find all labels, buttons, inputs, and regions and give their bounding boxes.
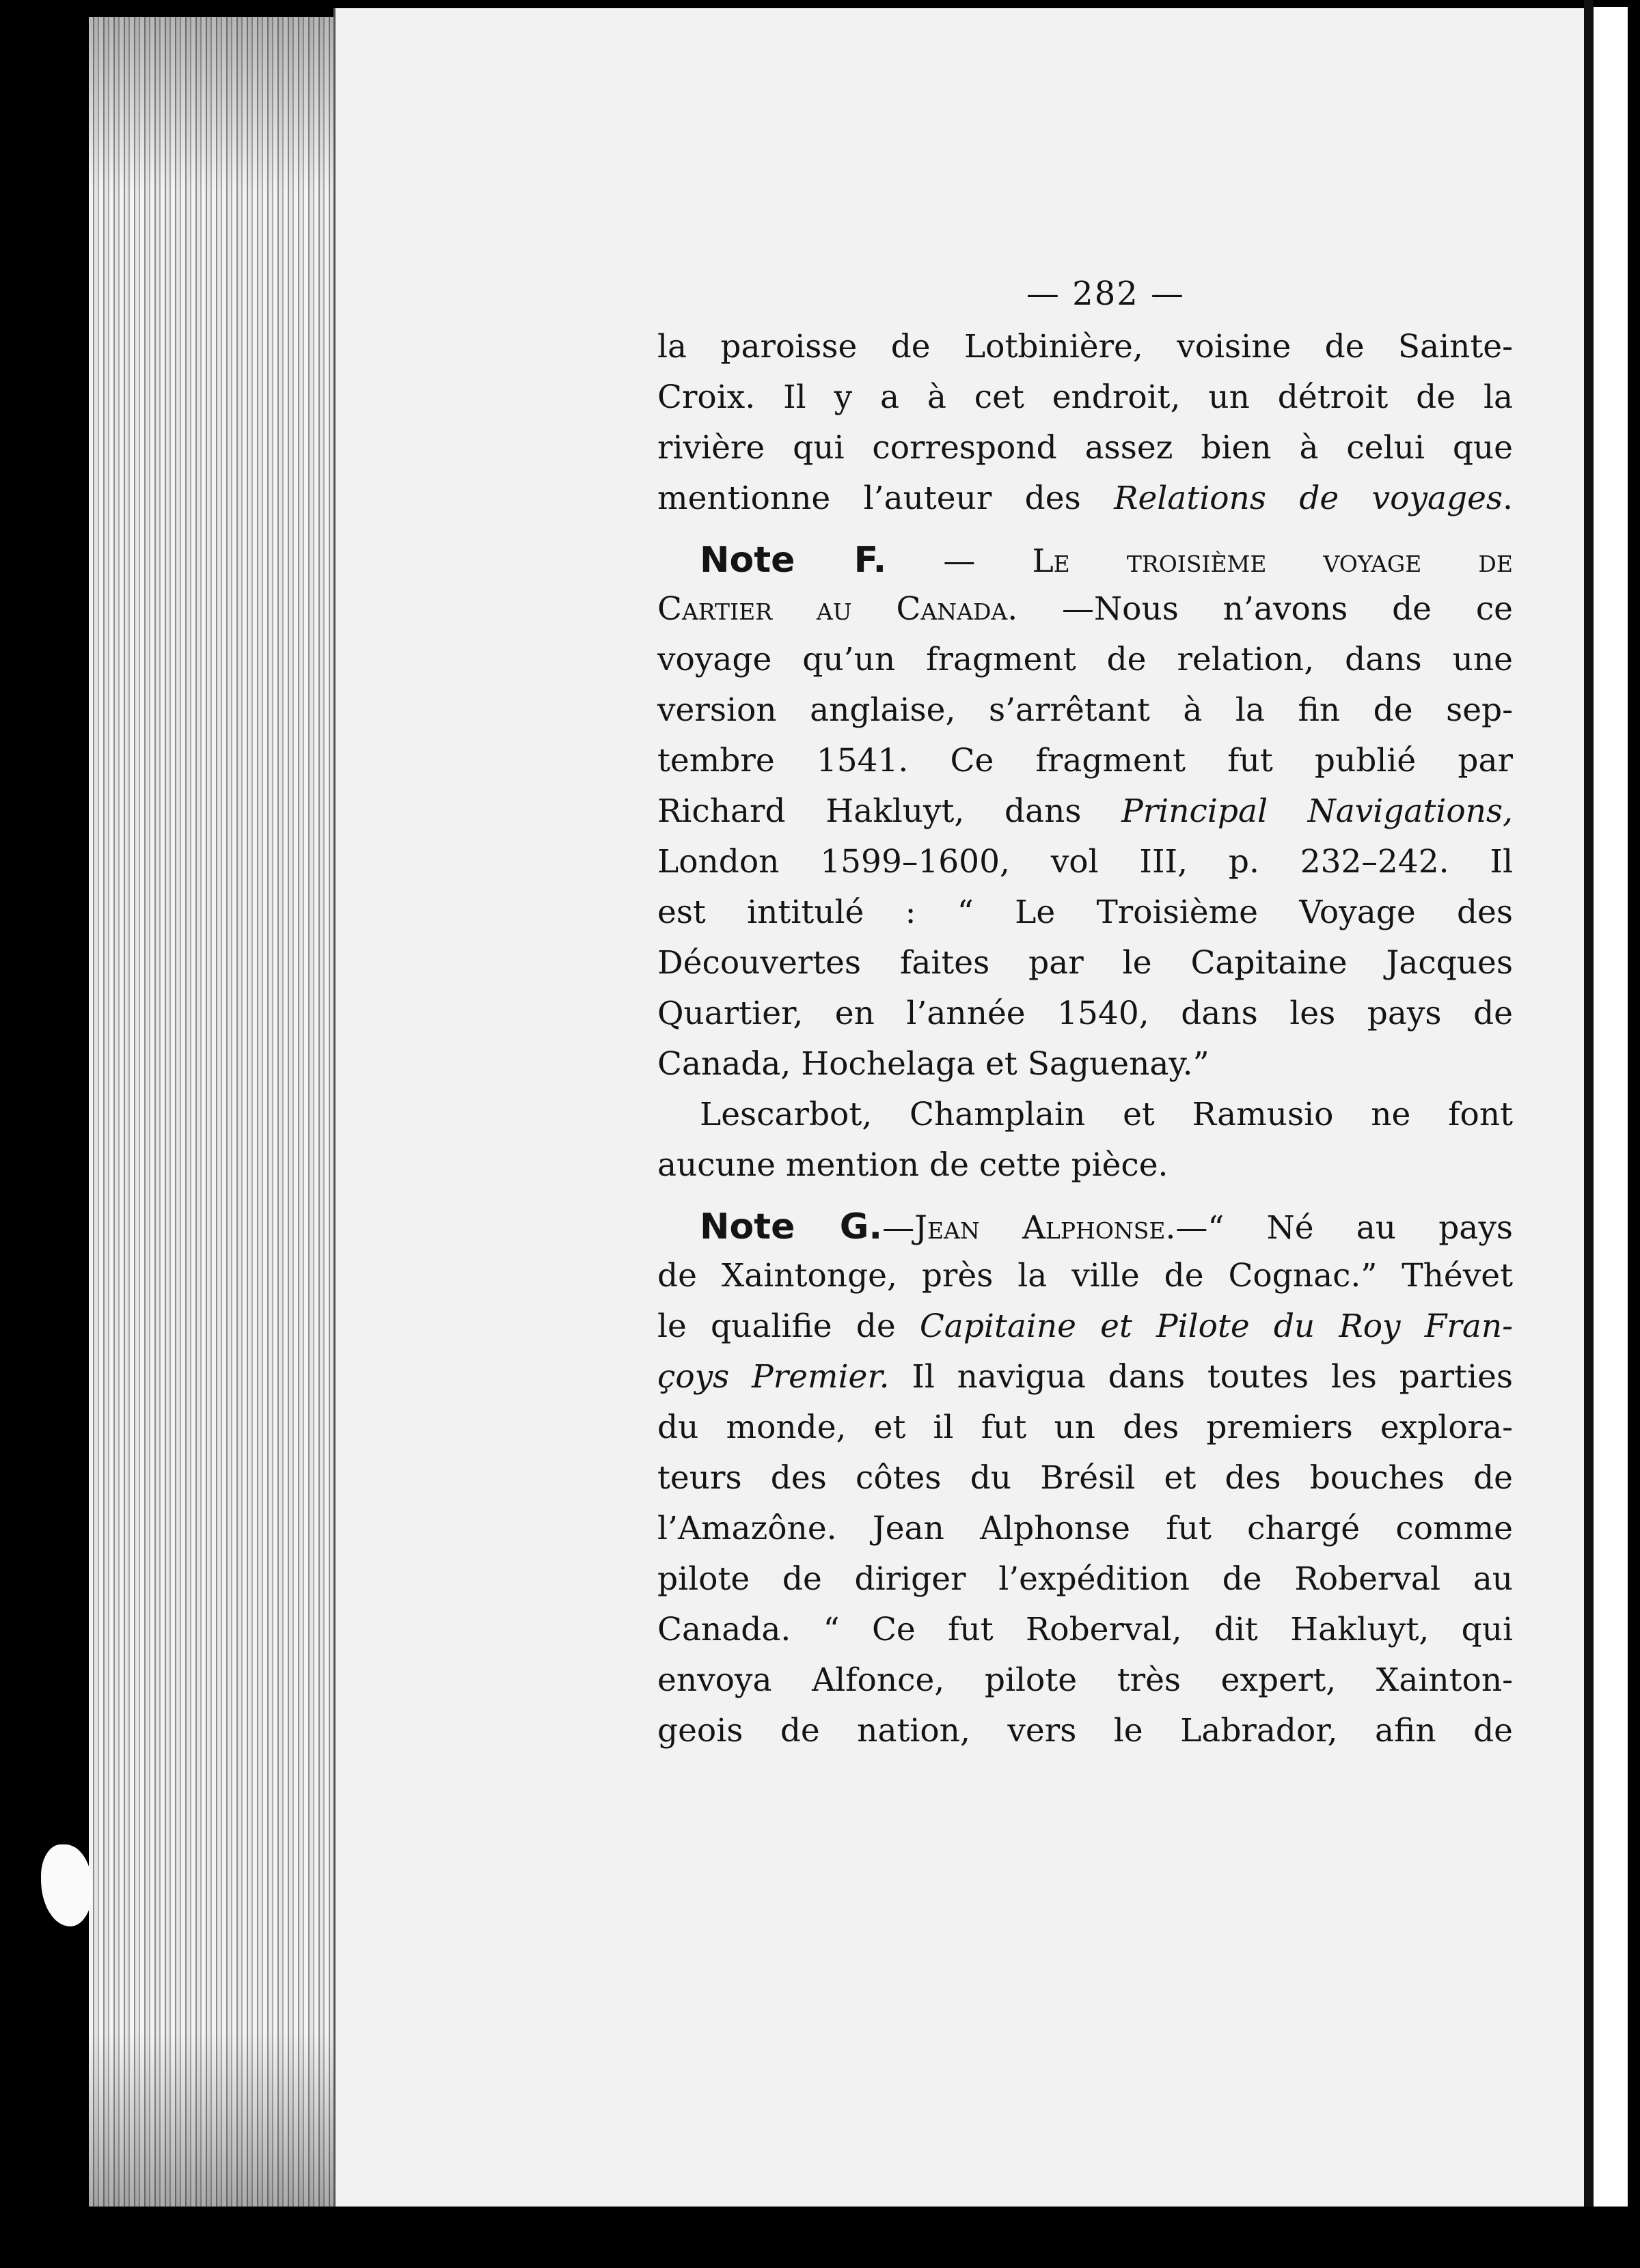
bottom-shadow (89, 2207, 1633, 2268)
text-line: tembre 1541. Ce fragment fut publié par (657, 742, 1513, 779)
text-line: Croix. Il y a à cet endroit, un détroit de la (657, 378, 1513, 416)
italic-title: Capitaine et Pilote du Roy Fran- (919, 1308, 1514, 1345)
text-line: Cartier au Canada. —Nous n’avons de ce (657, 590, 1513, 628)
note-f-label: Note F. (700, 540, 887, 581)
note-f-heading: Le troisième voyage de (1032, 542, 1513, 580)
note-g-paragraph (657, 1206, 1513, 1762)
continuation-paragraph (657, 328, 1513, 530)
italic-title: Relations de voyages (1114, 480, 1503, 517)
text-block (657, 260, 1513, 1762)
text-line: Lescarbot, Champlain et Ramusio ne font (700, 1096, 1513, 1133)
italic-title: Principal Navigations, (1121, 792, 1513, 830)
note-g-label: Note G. (700, 1206, 883, 1247)
text-line: aucune mention de cette pièce. (657, 1146, 1168, 1184)
page-number: — 282 — (1026, 275, 1186, 313)
text-line: l’Amazône. Jean Alphonse fut chargé comme (657, 1510, 1513, 1547)
text-line: çoys Premier. Il navigua dans toutes les parties (657, 1358, 1514, 1396)
note-g-heading: Jean Alphonse. (914, 1209, 1176, 1247)
text-line: geois de nation, vers le Labrador, afin de (657, 1712, 1513, 1750)
text-line: la paroisse de Lotbinière, voisine de Sainte- (657, 328, 1513, 365)
right-gutter (1584, 0, 1594, 2268)
italic-title: çoys Premier. (657, 1358, 890, 1396)
text-line: Richard Hakluyt, dans Principal Navigations, (657, 792, 1513, 830)
text-line: London 1599–1600, vol III, p. 232–242. Il (657, 843, 1513, 881)
text-line: Découvertes faites par le Capitaine Jacques (657, 944, 1513, 982)
text-line: le qualifie de Capitaine et Pilote du Roy Fran- (657, 1308, 1514, 1345)
text-line: voyage qu’un fragment de relation, dans une (657, 641, 1513, 678)
text-line: Canada. “ Ce fut Roberval, dit Hakluyt, qui (657, 1611, 1513, 1648)
text-line: teurs des côtes du Brésil et des bouches de (657, 1459, 1513, 1497)
text-line: envoya Alfonce, pilote très expert, Xainton- (657, 1661, 1513, 1699)
text-line: mentionne l’auteur des Relations de voyages. (657, 480, 1513, 517)
note-f-heading-line: Note F. — Le troisième voyage de (700, 540, 1513, 581)
lescarbot-paragraph (657, 1096, 1513, 1197)
text-line: Quartier, en l’année 1540, dans les pays de (657, 995, 1513, 1032)
text-line: du monde, et il fut un des premiers explora- (657, 1409, 1513, 1446)
text-line: pilote de diriger l’expédition de Roberval au (657, 1560, 1513, 1598)
note-g-heading-line: Note G.—Jean Alphonse.—“ Né au pays (700, 1206, 1513, 1247)
stacked-page-edges (89, 17, 344, 2207)
text-line: version anglaise, s’arrêtant à la fin de sep- (657, 691, 1513, 729)
text-line: est intitulé : “ Le Troisième Voyage des (657, 894, 1513, 931)
text-line: rivière qui correspond assez bien à celui que (657, 429, 1513, 467)
text-line: Canada, Hochelaga et Saguenay.” (657, 1045, 1210, 1083)
note-f-paragraph (657, 540, 1513, 1096)
edge-smudge (41, 1844, 92, 1926)
right-margin-strip (1594, 7, 1628, 2227)
text-line: de Xaintonge, près la ville de Cognac.” Thévet (657, 1257, 1513, 1295)
